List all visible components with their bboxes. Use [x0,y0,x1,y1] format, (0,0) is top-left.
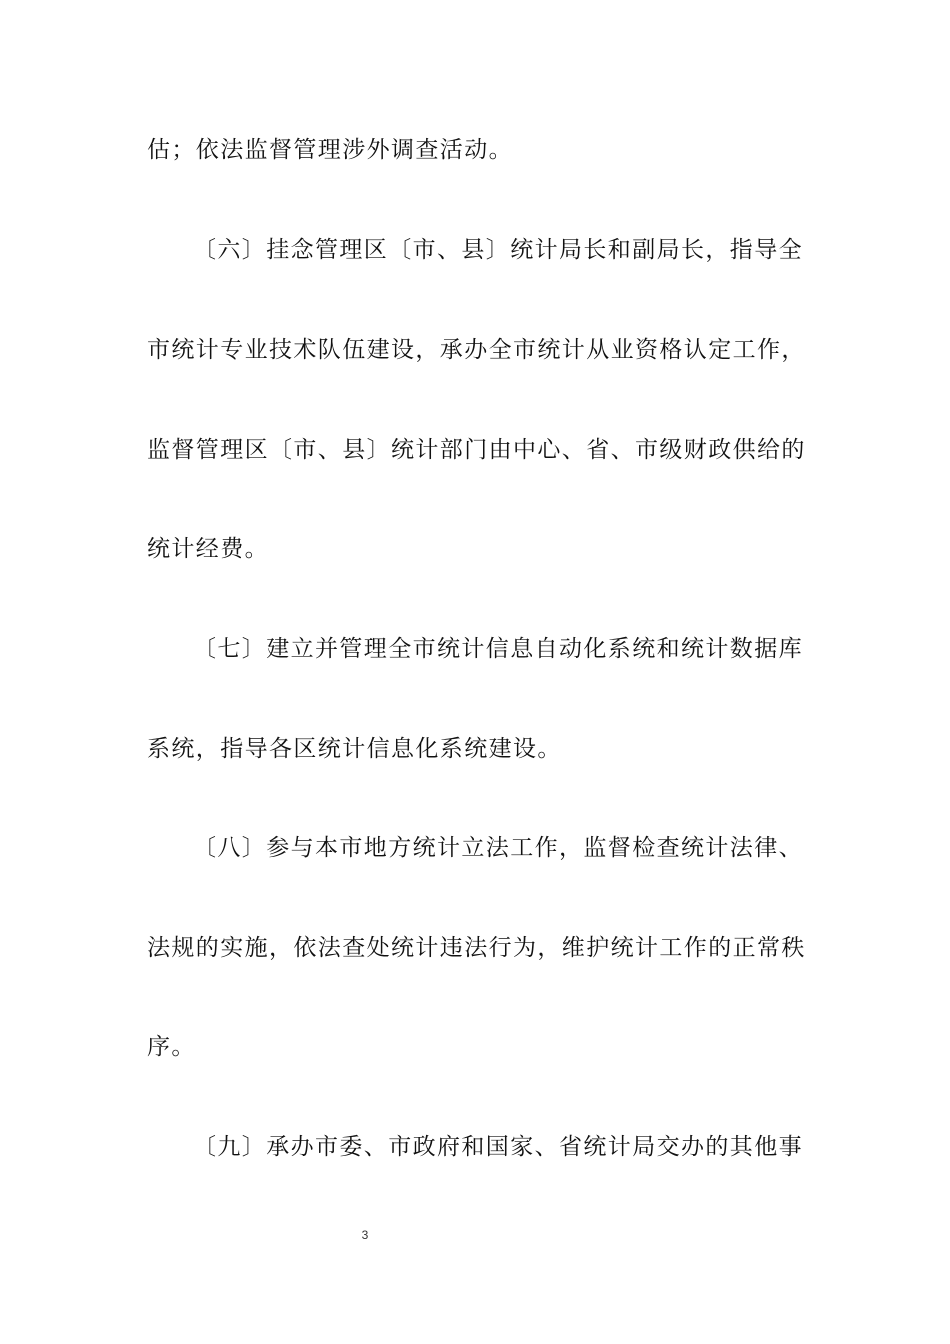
text-line: 序。 [147,1034,196,1060]
text-line: 统计经费。 [147,536,269,562]
text-line: 系统，指导各区统计信息化系统建设。 [147,736,562,762]
text-line: 市统计专业技术队伍建设，承办全市统计从业资格认定工作， [147,337,806,363]
paragraph-eight-start: 〔八〕参与本市地方统计立法工作，监督检查统计法律、 [193,835,803,861]
text-line: 估；依法监督管理涉外调查活动。 [147,137,513,163]
paragraph-six-start: 〔六〕挂念管理区〔市、县〕统计局长和副局长，指导全 [193,237,803,263]
text-line: 监督管理区〔市、县〕统计部门由中心、省、市级财政供给的 [147,437,806,463]
page-number: 3 [361,1228,369,1242]
paragraph-nine-start: 〔九〕承办市委、市政府和国家、省统计局交办的其他事 [193,1134,803,1160]
paragraph-seven-start: 〔七〕建立并管理全市统计信息自动化系统和统计数据库 [193,636,803,662]
text-line: 法规的实施，依法查处统计违法行为，维护统计工作的正常秩 [147,935,806,961]
